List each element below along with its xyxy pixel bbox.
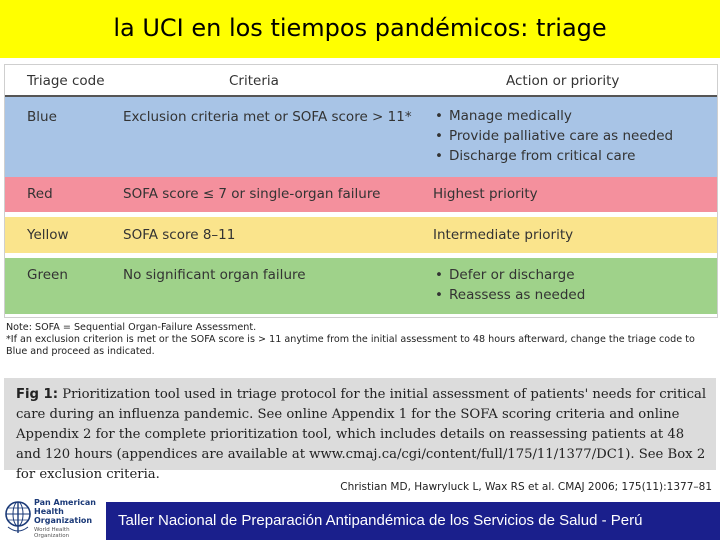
header-action: Action or priority [506, 73, 620, 89]
actions-blue [433, 106, 673, 166]
list-item: • Reassess as needed [433, 285, 585, 305]
paho-logo [2, 495, 102, 540]
title-bar [0, 0, 720, 58]
list-item: • Discharge from critical care [433, 146, 673, 166]
priority-red: Highest priority [433, 186, 538, 202]
list-item: • Provide palliative care as needed [433, 126, 673, 146]
figure-caption [16, 385, 708, 485]
list-item: • Manage medically [433, 106, 673, 126]
note-sofa: Note: SOFA = Sequential Organ-Failure Assessment. [6, 322, 257, 333]
priority-yellow: Intermediate priority [433, 227, 574, 243]
footer-text: Taller Nacional de Preparación Antipandémica de los Servicios de Salud - Perú [118, 512, 643, 529]
actions-green [433, 265, 585, 305]
note-exclusion: *If an exclusion criterion is met or the SOFA score is > 11 anytime from the initial assessment to 48 hours afterward, change the triage code to Blue and proceed as indicated. [6, 334, 695, 357]
triage-table [4, 64, 718, 318]
citation: Christian MD, Hawryluck L, Wax RS et al. CMAJ 2006; 175(11):1377–81 [340, 481, 712, 493]
row-green [5, 258, 717, 314]
slide-title: la UCI en los tiempos pandémicos: triage [113, 14, 607, 42]
table-notes [6, 322, 716, 358]
criteria-red: SOFA score ≤ 7 or single-organ failure [123, 186, 381, 202]
code-red: Red [27, 186, 53, 202]
row-yellow [5, 217, 717, 253]
header-criteria: Criteria [229, 73, 279, 89]
header-triage-code: Triage code [27, 73, 105, 89]
criteria-green: No significant organ failure [123, 267, 306, 283]
footer-bar [106, 502, 720, 540]
code-yellow: Yellow [27, 227, 69, 243]
logo-line-2: Health [34, 507, 64, 516]
criteria-blue: Exclusion criteria met or SOFA score > 11* [123, 109, 412, 125]
logo-line-3: Organization [34, 516, 93, 525]
table-header [5, 65, 717, 97]
logo-line-1: Pan American [34, 498, 97, 507]
list-item: • Defer or discharge [433, 265, 585, 285]
globe-emblem-icon [4, 499, 32, 535]
criteria-yellow: SOFA score 8–11 [123, 227, 236, 243]
code-green: Green [27, 267, 68, 283]
code-blue: Blue [27, 109, 57, 125]
figure-caption-text: Prioritization tool used in triage protocol for the initial assessment of patients' needs for critical care during an influenza pandemic. See online Appendix 1 for the SOFA scoring criteria and online Appendix 2 for the complete prioritization tool, which includes details on reassessing patients at 48 and 120 hours (appendices are available at www.cmaj.ca/cgi/content/full/175/11/1377/DC1). See Box 2 for exclusion criteria. [16, 387, 707, 482]
logo-subline: World Health Organization [34, 527, 70, 539]
row-red [5, 177, 717, 212]
figure-caption-box [4, 378, 716, 482]
figure-label: Fig 1: [16, 387, 59, 402]
